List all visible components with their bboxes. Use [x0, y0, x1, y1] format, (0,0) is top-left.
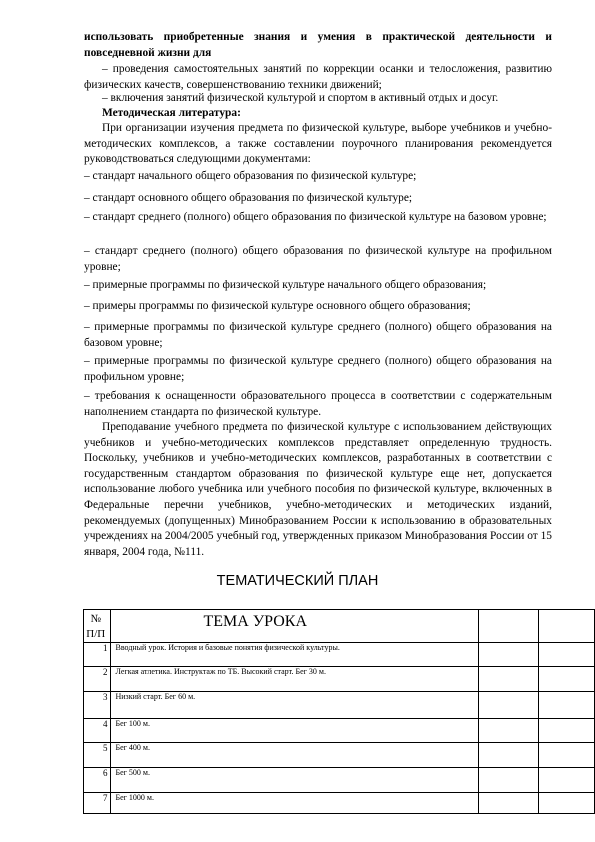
intro-line: использовать приобретенные знания и умения в практической деятельности и повседневной жизни для: [84, 31, 552, 59]
literature-item: – примерные программы по физической культуре начального общего образования;: [84, 279, 487, 291]
table-header-row: [84, 610, 595, 643]
empty-cell: [538, 768, 594, 793]
literature-item: – стандарт среднего (полного) общего образования по физической культуре на базовом уровне;: [84, 211, 547, 223]
row-topic: Бег 500 м.: [111, 768, 478, 793]
empty-cell: [478, 743, 538, 768]
literature-intro: При организации изучения предмета по физической культуре, выборе учебников и учебно-методических комплексов, а также составлении поурочного планирования рекомендуется руководствоваться следующими документами:: [84, 122, 552, 166]
row-number: 4: [84, 719, 111, 743]
empty-cell: [478, 768, 538, 793]
row-topic: Низкий старт. Бег 60 м.: [111, 692, 478, 719]
literature-item: – стандарт основного общего образования по физической культуре;: [84, 192, 413, 204]
empty-cell: [478, 719, 538, 743]
empty-cell: [478, 667, 538, 692]
row-topic: Бег 400 м.: [111, 743, 478, 768]
empty-cell: [478, 793, 538, 814]
literature-item: – требования к оснащенности образовательного процесса в соответствии с содержательным наполнением стандарта по физической культуре.: [84, 390, 552, 418]
empty-cell: [538, 667, 594, 692]
row-number: 7: [84, 793, 111, 814]
empty-cell: [478, 692, 538, 719]
literature-item: – примерные программы по физической культуре среднего (полного) общего образования на профильном уровне;: [84, 355, 552, 383]
row-number: 6: [84, 768, 111, 793]
literature-item: – стандарт начального общего образования по физической культуре;: [84, 170, 417, 182]
header-number: № П/П: [84, 610, 111, 643]
empty-cell: [538, 692, 594, 719]
table-row: [84, 768, 595, 793]
empty-cell: [478, 643, 538, 667]
empty-cell: [538, 719, 594, 743]
row-topic: Легкая атлетика. Инструктаж по ТБ. Высокий старт. Бег 30 м.: [111, 667, 478, 692]
table-row: [84, 743, 595, 768]
plan-table: [83, 609, 595, 814]
empty-cell: [538, 643, 594, 667]
intro-bullet: – проведения самостоятельных занятий по коррекции осанки и телосложения, развитию физических качеств, совершенствованию техники движений;: [84, 63, 552, 91]
row-number: 1: [84, 643, 111, 667]
table-row: [84, 692, 595, 719]
empty-cell: [538, 743, 594, 768]
literature-closing: Преподавание учебного предмета по физической культуре с использованием действующих учебников и учебно-методических комплексов представляет определенную трудность. Поскольку, учебников и учебно-методических комплексов, разработанных в соответствии с государственным стандартом образования по физической культуре еще нет, допускается использование любого учебника или учебного пособия по физической культуре, включенных в Федеральные перечни учебников, учебно-методических и методических изданий, рекомендуемых (допущенных) Минобразованием России к использованию в образовательных учреждениях на 2004/2005 учебный год, утвержденных приказом Минобразования России от 15 января, 2004 года, №111.: [84, 421, 552, 558]
table-row: [84, 793, 595, 814]
table-row: [84, 667, 595, 692]
row-topic: Бег 1000 м.: [111, 793, 478, 814]
row-number: 3: [84, 692, 111, 719]
table-row: [84, 719, 595, 743]
row-number: 5: [84, 743, 111, 768]
literature-title: Методическая литература:: [102, 107, 241, 119]
empty-cell: [538, 793, 594, 814]
row-topic: Вводный урок. История и базовые понятия физической культуры.: [111, 643, 478, 667]
literature-item: – стандарт среднего (полного) общего образования по физической культуре на профильном уровне;: [84, 245, 552, 273]
header-empty-cell: [478, 610, 538, 643]
intro-bullet: – включения занятий физической культурой и спортом в активный отдых и досуг.: [102, 92, 499, 104]
literature-item: – примеры программы по физической культуре основного общего образования;: [84, 300, 471, 312]
row-number: 2: [84, 667, 111, 692]
row-topic: Бег 100 м.: [111, 719, 478, 743]
plan-heading: ТЕМАТИЧЕСКИЙ ПЛАН: [216, 573, 379, 589]
table-row: [84, 643, 595, 667]
header-empty-cell: [538, 610, 594, 643]
literature-item: – примерные программы по физической культуре среднего (полного) общего образования на базовом уровне;: [84, 321, 552, 349]
header-topic: ТЕМА УРОКА: [111, 610, 478, 643]
